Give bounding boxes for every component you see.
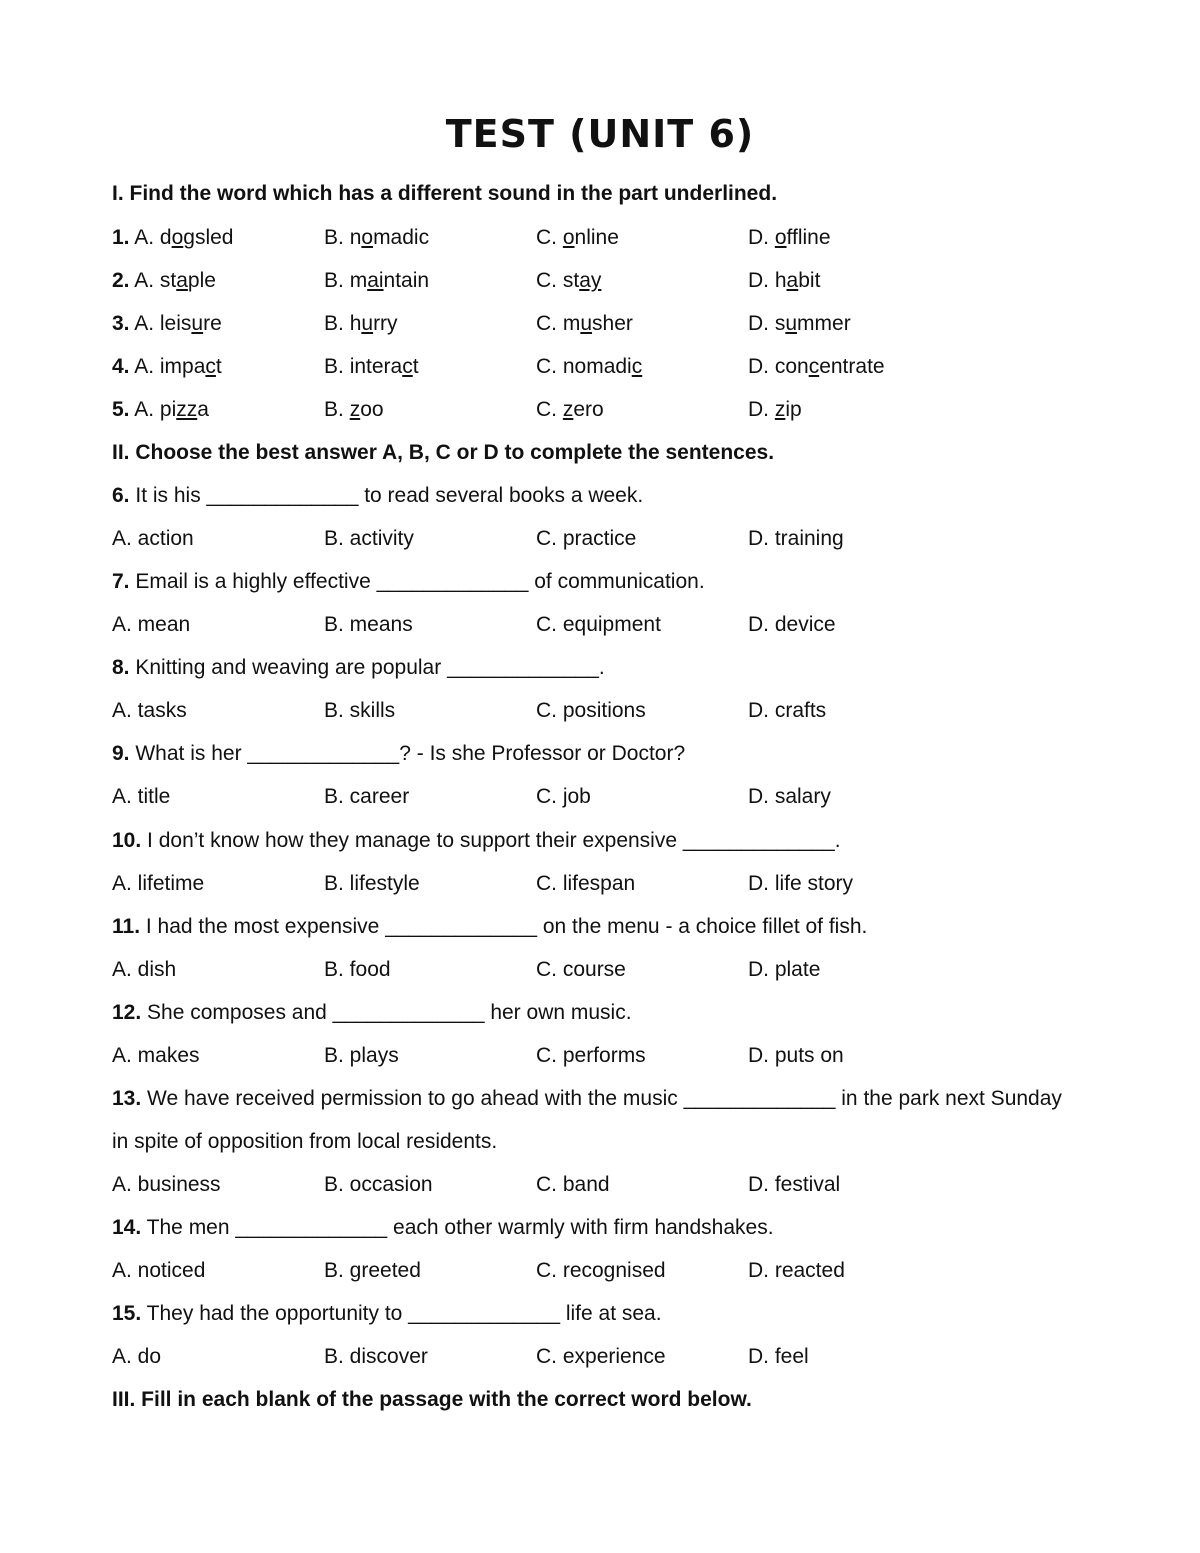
option-text: intera xyxy=(349,355,403,378)
option-text: h xyxy=(774,269,787,292)
pronunciation-item xyxy=(112,312,1112,340)
option-text: entrate xyxy=(819,355,885,378)
question-number: 5. xyxy=(112,398,130,421)
question-text: in spite of opposition from local residents. xyxy=(112,1130,498,1153)
option-letter: C. xyxy=(536,269,557,292)
underlined-part: o xyxy=(562,226,575,249)
option xyxy=(112,312,222,336)
section-3-heading: III. Fill in each blank of the passage with the correct word below. xyxy=(112,1388,752,1411)
option-text: ntain xyxy=(383,269,430,292)
option-text: bit xyxy=(798,269,821,292)
option-letter: D. xyxy=(748,398,769,421)
option-text: m xyxy=(349,269,368,292)
answer-option: A. action xyxy=(112,527,194,550)
answer-option: D. crafts xyxy=(748,699,827,722)
option-text: pi xyxy=(159,398,177,421)
underlined-part: o xyxy=(361,226,374,249)
underlined-part: c xyxy=(631,355,643,378)
question-number: 6. xyxy=(112,484,130,507)
option-text: n xyxy=(349,226,362,249)
question-number: 9. xyxy=(112,742,130,765)
answer-option: D. device xyxy=(748,613,836,636)
option-text: st xyxy=(562,269,580,292)
answer-options xyxy=(112,613,1112,641)
option xyxy=(112,398,209,422)
answer-option: C. experience xyxy=(536,1345,666,1368)
underlined-part: u xyxy=(785,312,798,335)
question-text: Email is a highly effective _____________ of communication. xyxy=(135,570,705,593)
option xyxy=(536,355,642,379)
option-text: sher xyxy=(592,312,633,335)
option-text: ffline xyxy=(786,226,831,249)
answer-options xyxy=(112,1259,1112,1287)
option xyxy=(324,312,398,336)
underlined-part: ay xyxy=(579,269,602,292)
underlined-part: a xyxy=(176,269,188,292)
pronunciation-item xyxy=(112,398,1112,426)
answer-option: B. greeted xyxy=(324,1259,421,1282)
option-text: re xyxy=(203,312,222,335)
option-text: madic xyxy=(373,226,430,249)
answer-option: D. festival xyxy=(748,1173,841,1196)
option xyxy=(324,269,429,293)
question-text: We have received permission to go ahead with the music _____________ in the park next Sunday xyxy=(147,1087,1062,1110)
underlined-part: ai xyxy=(367,269,384,292)
question-number: 14. xyxy=(112,1216,142,1239)
option-letter: A. xyxy=(134,398,155,421)
answer-option: A. business xyxy=(112,1173,221,1196)
answer-option: C. recognised xyxy=(536,1259,666,1282)
answer-option: C. job xyxy=(536,785,591,808)
answer-option: B. occasion xyxy=(324,1173,433,1196)
option xyxy=(748,398,802,422)
answer-option: A. title xyxy=(112,785,171,808)
option-letter: C. xyxy=(536,355,557,378)
answer-option: B. lifestyle xyxy=(324,872,420,895)
answer-options xyxy=(112,1044,1112,1072)
answer-option: B. skills xyxy=(324,699,396,722)
answer-options xyxy=(112,872,1112,900)
option xyxy=(324,226,429,250)
option xyxy=(748,312,851,336)
pronunciation-item xyxy=(112,269,1112,297)
answer-option: C. performs xyxy=(536,1044,646,1067)
question-number: 13. xyxy=(112,1087,142,1110)
option-letter: C. xyxy=(536,312,557,335)
answer-options xyxy=(112,785,1112,813)
option xyxy=(536,312,633,336)
option xyxy=(536,398,604,422)
option-letter: B. xyxy=(324,355,344,378)
option xyxy=(324,398,384,422)
question-number: 15. xyxy=(112,1302,142,1325)
option xyxy=(112,269,216,293)
option xyxy=(748,269,820,293)
option-text: s xyxy=(774,312,786,335)
question-text: I had the most expensive _____________ on the menu - a choice fillet of fish. xyxy=(145,915,868,938)
answer-options xyxy=(112,1345,1112,1373)
question xyxy=(112,1087,1112,1111)
answer-option: C. equipment xyxy=(536,613,661,636)
option-letter: A. xyxy=(134,355,155,378)
answer-options xyxy=(112,1173,1112,1201)
answer-option: D. plate xyxy=(748,958,821,981)
question xyxy=(112,1216,1112,1240)
option xyxy=(112,226,233,250)
option xyxy=(748,355,885,379)
underlined-part: c xyxy=(205,355,216,378)
section-2-heading: II. Choose the best answer A, B, C or D to complete the sentences. xyxy=(112,441,775,464)
answer-option: C. lifespan xyxy=(536,872,636,895)
option-text: con xyxy=(774,355,809,378)
option-letter: A. xyxy=(134,226,155,249)
pronunciation-item xyxy=(112,355,1112,383)
answer-option: B. activity xyxy=(324,527,414,550)
underlined-part: c xyxy=(402,355,413,378)
question xyxy=(112,915,1112,939)
question-text: It is his _____________ to read several books a week. xyxy=(135,484,644,507)
question-continued xyxy=(112,1130,1112,1154)
answer-options xyxy=(112,958,1112,986)
answer-option: D. salary xyxy=(748,785,831,808)
answer-option: D. puts on xyxy=(748,1044,844,1067)
option-text: t xyxy=(412,355,419,378)
question-number: 3. xyxy=(112,312,130,335)
question-number: 7. xyxy=(112,570,130,593)
question-number: 10. xyxy=(112,829,142,852)
question xyxy=(112,1302,1112,1326)
option xyxy=(536,269,601,293)
option-letter: D. xyxy=(748,226,769,249)
answer-option: A. dish xyxy=(112,958,177,981)
answer-option: A. noticed xyxy=(112,1259,206,1282)
option-text: leis xyxy=(159,312,192,335)
option xyxy=(536,226,619,250)
option xyxy=(112,355,222,379)
option-text: ip xyxy=(785,398,802,421)
option-letter: B. xyxy=(324,269,344,292)
option xyxy=(324,355,419,379)
question-number: 1. xyxy=(112,226,130,249)
option-letter: A. xyxy=(134,269,155,292)
option-letter: D. xyxy=(748,355,769,378)
option-text: h xyxy=(349,312,362,335)
answer-option: D. reacted xyxy=(748,1259,845,1282)
option-text: nline xyxy=(574,226,619,249)
option-text: nomadi xyxy=(562,355,632,378)
question-number: 4. xyxy=(112,355,130,378)
underlined-part: c xyxy=(808,355,820,378)
answer-option: A. do xyxy=(112,1345,162,1368)
answer-option: C. practice xyxy=(536,527,637,550)
option-text: a xyxy=(197,398,209,421)
underlined-part: u xyxy=(191,312,204,335)
option-letter: C. xyxy=(536,226,557,249)
option-letter: B. xyxy=(324,312,344,335)
answer-option: B. career xyxy=(324,785,410,808)
option-text: t xyxy=(215,355,222,378)
underlined-part: z xyxy=(774,398,786,421)
underlined-part: z xyxy=(562,398,574,421)
answer-option: B. means xyxy=(324,613,413,636)
answer-option: B. food xyxy=(324,958,391,981)
option-text: d xyxy=(159,226,172,249)
question xyxy=(112,829,1112,853)
option-text: mmer xyxy=(797,312,851,335)
option-letter: A. xyxy=(134,312,155,335)
question xyxy=(112,484,1112,508)
answer-option: C. course xyxy=(536,958,626,981)
underlined-part: u xyxy=(580,312,593,335)
question-number: 11. xyxy=(112,915,141,938)
answer-option: C. positions xyxy=(536,699,646,722)
underlined-part: u xyxy=(361,312,374,335)
section-1-heading: I. Find the word which has a different sound in the part underlined. xyxy=(112,182,778,205)
answer-options xyxy=(112,699,1112,727)
answer-option: A. tasks xyxy=(112,699,187,722)
question-text: They had the opportunity to _____________ life at sea. xyxy=(146,1302,662,1325)
option xyxy=(748,226,831,250)
option-letter: D. xyxy=(748,312,769,335)
answer-option: A. makes xyxy=(112,1044,200,1067)
question-number: 2. xyxy=(112,269,130,292)
question xyxy=(112,1001,1112,1025)
option-text: st xyxy=(159,269,177,292)
answer-options xyxy=(112,527,1112,555)
option-letter: B. xyxy=(324,398,344,421)
underlined-part: z xyxy=(349,398,361,421)
option-letter: B. xyxy=(324,226,344,249)
question-text: What is her _____________? - Is she Professor or Doctor? xyxy=(135,742,686,765)
answer-option: B. discover xyxy=(324,1345,428,1368)
underlined-part: zz xyxy=(176,398,198,421)
option-text: rry xyxy=(373,312,398,335)
option-text: oo xyxy=(360,398,384,421)
answer-option: D. life story xyxy=(748,872,854,895)
question-text: The men _____________ each other warmly with firm handshakes. xyxy=(146,1216,774,1239)
underlined-part: o xyxy=(774,226,787,249)
answer-option: A. mean xyxy=(112,613,191,636)
question-number: 12. xyxy=(112,1001,142,1024)
answer-option: D. feel xyxy=(748,1345,809,1368)
answer-option: C. band xyxy=(536,1173,610,1196)
option-text: impa xyxy=(159,355,206,378)
answer-option: D. training xyxy=(748,527,844,550)
option-letter: C. xyxy=(536,398,557,421)
answer-option: A. lifetime xyxy=(112,872,205,895)
question-text: I don’t know how they manage to support their expensive _____________. xyxy=(147,829,841,852)
option-text: ero xyxy=(573,398,604,421)
question xyxy=(112,570,1112,594)
underlined-part: a xyxy=(786,269,799,292)
question-text: Knitting and weaving are popular _____________. xyxy=(135,656,605,679)
question-number: 8. xyxy=(112,656,130,679)
underlined-part: o xyxy=(171,226,184,249)
question xyxy=(112,656,1112,680)
option-letter: D. xyxy=(748,269,769,292)
option-text: ple xyxy=(187,269,216,292)
option-text: m xyxy=(562,312,581,335)
pronunciation-item xyxy=(112,226,1112,254)
question xyxy=(112,742,1112,766)
question-text: She composes and _____________ her own music. xyxy=(147,1001,632,1024)
page-title: TEST (UNIT 6) xyxy=(445,112,755,156)
option-text: gsled xyxy=(183,226,234,249)
answer-option: B. plays xyxy=(324,1044,399,1067)
